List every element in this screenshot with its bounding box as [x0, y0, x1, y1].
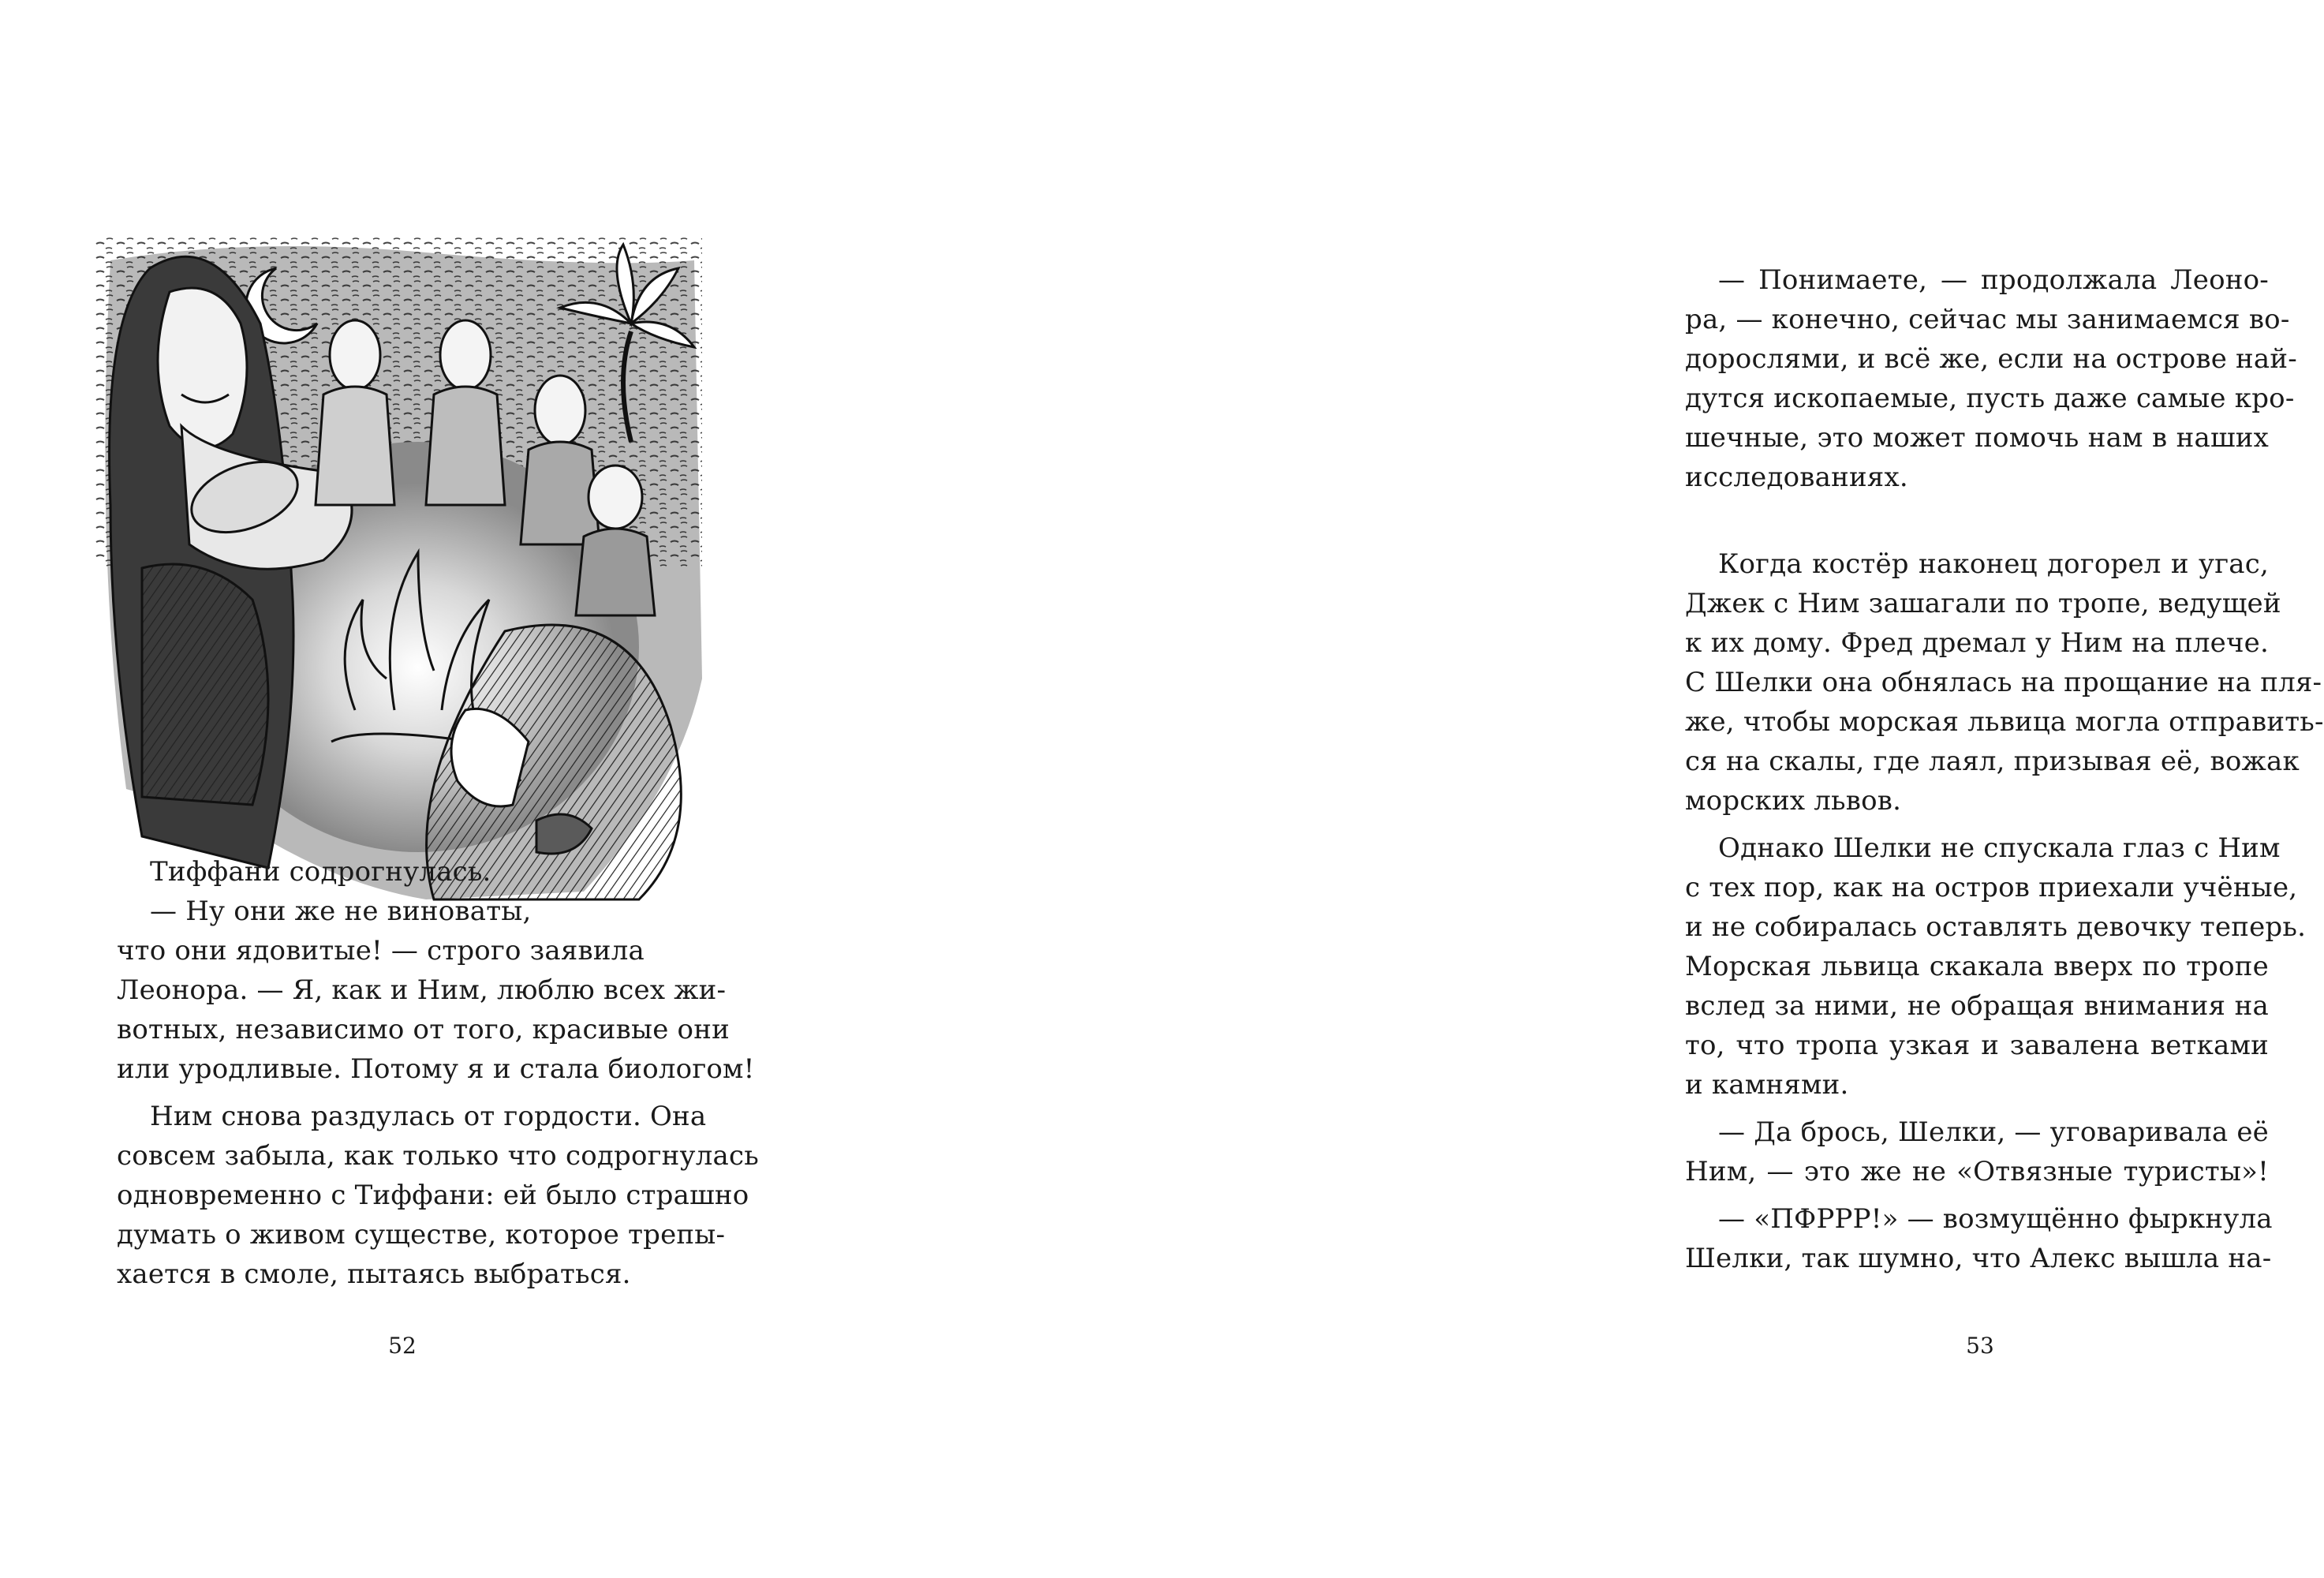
- text-line: вслед за ними, не обращая внимания на: [1685, 990, 2269, 1022]
- text-line: Когда костёр наконец догорел и угас,: [1718, 548, 2269, 580]
- text-line: что они ядовитые! — строго заявила: [117, 935, 645, 967]
- text-line: — Понимаете, — продолжала Леоно-: [1718, 264, 2269, 296]
- campfire-scene-illustration: [95, 237, 702, 899]
- text-line: то, что тропа узкая и завалена ветками: [1685, 1030, 2269, 1061]
- text-line: с тех пор, как на остров приехали учёные,: [1685, 872, 2298, 903]
- text-line: совсем забыла, как только что содрогнулась: [117, 1140, 759, 1172]
- text-line: — Ну они же не виноваты,: [150, 896, 532, 927]
- text-line: одновременно с Тиффани: ей было страшно: [117, 1180, 749, 1211]
- text-line: шечные, это может помочь нам в наших: [1685, 422, 2269, 454]
- text-line: — «ПФРРР!» — возмущённо фыркнула: [1718, 1203, 2273, 1235]
- right-page: [789, 0, 2324, 1578]
- text-line: дутся ископаемые, пусть даже самые кро-: [1685, 383, 2295, 414]
- text-line: и камнями.: [1685, 1069, 1849, 1101]
- text-line: Ним снова раздулась от гордости. Она: [150, 1101, 707, 1132]
- page-number: 52: [388, 1333, 417, 1359]
- text-line: Однако Шелки не спускала глаз с Ним: [1718, 832, 2281, 864]
- text-line: к их дому. Фред дремал у Ним на плече.: [1685, 627, 2269, 659]
- text-line: морских львов.: [1685, 785, 1902, 817]
- text-line: же, чтобы морская львица могла отправить-: [1685, 706, 2324, 738]
- text-line: ра, — конечно, сейчас мы занимаемся во-: [1685, 304, 2290, 335]
- text-line: С Шелки она обнялась на прощание на пля-: [1685, 667, 2322, 698]
- text-line: дорослями, и всё же, если на острове най-: [1685, 343, 2297, 375]
- text-line: Леонора. — Я, как и Ним, люблю всех жи-: [117, 974, 727, 1006]
- text-line: Тиффани содрогнулась.: [150, 856, 491, 888]
- page-number: 53: [1966, 1333, 1994, 1359]
- text-line: исследованиях.: [1685, 462, 1908, 493]
- text-line: ся на скалы, где лаял, призывая её, вожак: [1685, 746, 2300, 777]
- text-line: или уродливые. Потому я и стала биологом!: [117, 1053, 755, 1085]
- text-line: Шелки, так шумно, что Алекс вышла на-: [1685, 1243, 2272, 1274]
- text-line: думать о живом существе, которое трепы-: [117, 1219, 726, 1251]
- text-line: Джек с Ним зашагали по тропе, ведущей: [1685, 588, 2281, 619]
- text-line: Ним, — это же не «Отвязные туристы»!: [1685, 1156, 2269, 1187]
- text-line: хается в смоле, пытаясь выбраться.: [117, 1258, 631, 1290]
- text-line: — Да брось, Шелки, — уговаривала её: [1718, 1116, 2269, 1148]
- text-line: и не собиралась оставлять девочку теперь.: [1685, 911, 2307, 943]
- text-line: Морская львица скакала вверх по тропе: [1685, 951, 2269, 982]
- text-line: вотных, независимо от того, красивые они: [117, 1014, 730, 1045]
- left-page: [0, 0, 789, 1578]
